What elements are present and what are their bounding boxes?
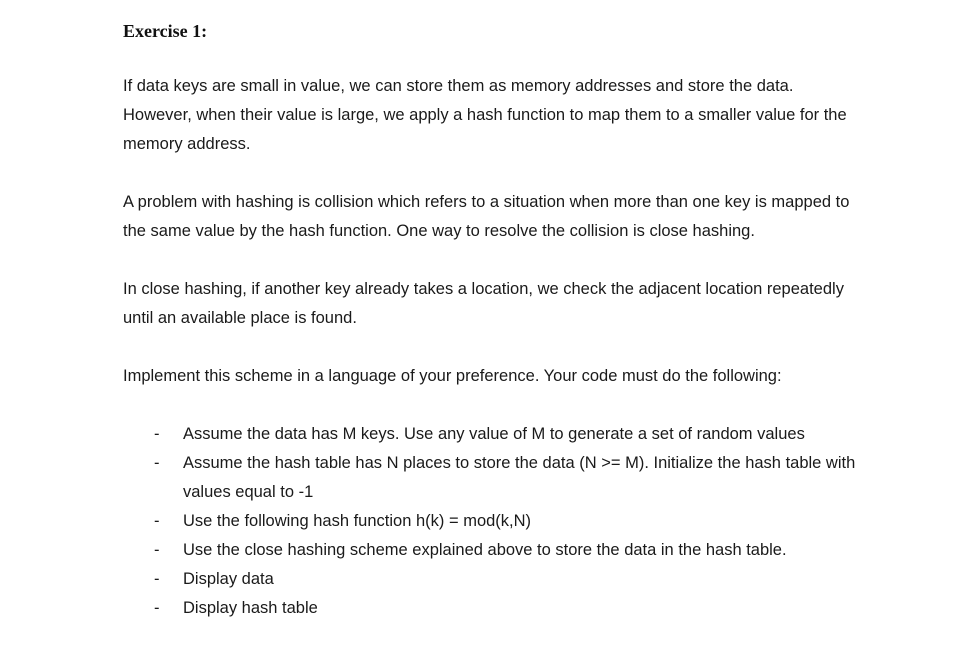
requirements-list	[123, 420, 863, 623]
list-item	[123, 594, 863, 623]
exercise-heading: Exercise 1:	[123, 21, 208, 41]
list-item-text: Display hash table	[183, 599, 318, 617]
paragraph-collision: A problem with hashing is collision which refers to a situation when more than one key is mapped to the same value by the hash function. One way to resolve the collision is close hashing.	[123, 193, 850, 240]
paragraph-instructions: Implement this scheme in a language of your preference. Your code must do the following:	[123, 367, 782, 385]
bullet-dash: -	[154, 512, 160, 530]
list-item	[123, 565, 863, 594]
list-item-text: Assume the hash table has N places to store the data (N >= M). Initialize the hash table with values equal to -1	[183, 454, 856, 501]
list-item-text: Use the close hashing scheme explained above to store the data in the hash table.	[183, 541, 787, 559]
list-item	[123, 449, 863, 507]
list-item-text: Assume the data has M keys. Use any value of M to generate a set of random values	[183, 425, 805, 443]
bullet-dash: -	[154, 541, 160, 559]
paragraph-close-hashing: In close hashing, if another key already takes a location, we check the adjacent location repeatedly until an available place is found.	[123, 280, 844, 327]
list-item-text: Use the following hash function h(k) = mod(k,N)	[183, 512, 532, 530]
bullet-dash: -	[154, 599, 160, 617]
bullet-dash: -	[154, 425, 160, 443]
list-item	[123, 420, 863, 449]
list-item	[123, 536, 863, 565]
list-item	[123, 507, 863, 536]
document-page	[123, 18, 863, 623]
bullet-dash: -	[154, 454, 160, 472]
paragraph-intro: If data keys are small in value, we can store them as memory addresses and store the data. However, when their value is large, we apply a hash function to map them to a smaller value for the memory address.	[123, 77, 847, 153]
bullet-dash: -	[154, 570, 160, 588]
list-item-text: Display data	[183, 570, 274, 588]
